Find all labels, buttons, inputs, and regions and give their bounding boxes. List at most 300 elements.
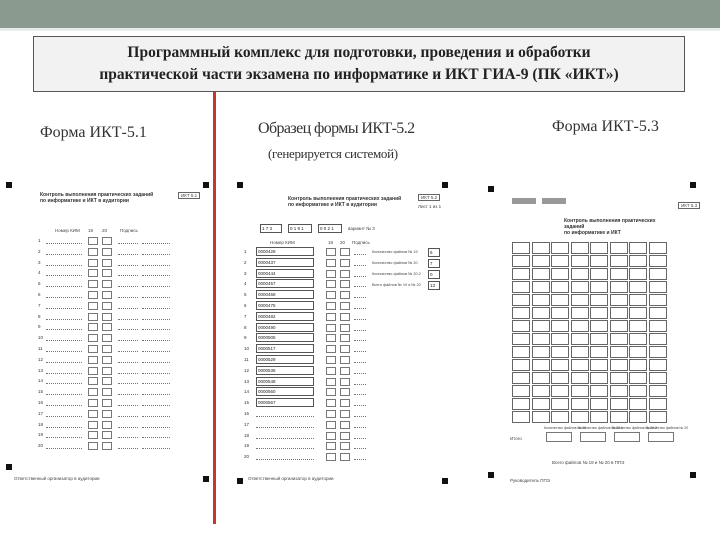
cell-19 <box>88 377 98 385</box>
form1-col-19: 19 <box>88 228 94 233</box>
grid-cell <box>512 268 530 280</box>
table-row <box>244 387 364 398</box>
cell-20 <box>340 378 350 386</box>
form3-sum-box <box>580 432 606 442</box>
corner-marker <box>203 182 209 188</box>
table-row <box>38 387 188 398</box>
cell-19 <box>326 291 336 299</box>
form3-sum-box <box>614 432 640 442</box>
grid-cell <box>629 359 647 371</box>
kim-cell <box>46 356 82 363</box>
kim-cell <box>46 269 82 276</box>
table-row <box>244 355 364 366</box>
grid-cell <box>590 398 608 410</box>
cell-20 <box>102 313 112 321</box>
grid-cell <box>532 307 550 319</box>
sign-cell <box>354 356 366 363</box>
red-separator <box>213 92 216 524</box>
kim-value: 0000548 <box>256 377 314 386</box>
kim-cell <box>46 345 82 352</box>
grid-cell <box>571 359 589 371</box>
grid-cell <box>590 320 608 332</box>
corner-marker <box>442 182 448 188</box>
table-row <box>38 290 188 301</box>
grid-cell <box>532 359 550 371</box>
row-number: 2 <box>38 248 41 254</box>
row-number: 16 <box>244 410 250 416</box>
row-number: 3 <box>244 270 247 276</box>
extra-cell <box>142 421 170 428</box>
sign-cell <box>354 345 366 352</box>
extra-cell <box>142 431 170 438</box>
form2-date: 0 0 2 1 <box>318 224 342 233</box>
cell-20 <box>340 248 350 256</box>
sign-cell <box>354 453 366 460</box>
grid-cell <box>571 307 589 319</box>
extra-cell <box>142 356 170 363</box>
row-number: 8 <box>244 324 247 330</box>
sign-cell <box>118 421 138 428</box>
table-row <box>38 398 188 409</box>
kim-cell <box>46 280 82 287</box>
row-number: 18 <box>244 432 250 438</box>
cell-19 <box>326 378 336 386</box>
grid-cell <box>649 294 667 306</box>
grid-cell <box>512 411 530 423</box>
form-label-5-3: Форма ИКТ-5.3 <box>552 118 659 135</box>
form3-grid <box>512 242 670 426</box>
form2-heading <box>288 196 418 208</box>
corner-marker <box>203 476 209 482</box>
form2-summary <box>372 248 452 292</box>
cell-19 <box>88 442 98 450</box>
cell-19 <box>88 334 98 342</box>
cell-19 <box>326 388 336 396</box>
corner-marker <box>6 464 12 470</box>
form3-total-label: Итого <box>510 436 522 441</box>
form1-col-20: 20 <box>102 228 108 233</box>
grid-cell <box>590 281 608 293</box>
grid-cell <box>532 242 550 254</box>
table-row <box>38 301 188 312</box>
corner-marker <box>690 472 696 478</box>
sign-cell <box>118 367 138 374</box>
sign-cell <box>354 388 366 395</box>
grid-cell <box>610 255 628 267</box>
cell-19 <box>326 302 336 310</box>
cell-20 <box>340 399 350 407</box>
kim-value: 0000468 <box>256 290 314 299</box>
row-number: 13 <box>38 367 44 373</box>
grid-cell <box>571 385 589 397</box>
cell-20 <box>340 442 350 450</box>
form-ikt-5-3 <box>486 180 696 490</box>
grid-cell <box>590 294 608 306</box>
table-row <box>244 312 364 323</box>
cell-20 <box>102 259 112 267</box>
row-number: 11 <box>244 356 249 362</box>
grid-cell <box>512 333 530 345</box>
cell-20 <box>340 356 350 364</box>
grid-cell <box>590 242 608 254</box>
row-number: 10 <box>244 346 250 352</box>
extra-cell <box>142 367 170 374</box>
cell-20 <box>102 323 112 331</box>
summary-label: Количество файлов № 20 <box>372 261 418 265</box>
table-row <box>38 344 188 355</box>
corner-marker <box>6 182 12 188</box>
cell-19 <box>326 280 336 288</box>
corner-marker <box>488 186 494 192</box>
row-number: 19 <box>244 443 250 449</box>
cell-20 <box>102 431 112 439</box>
grid-cell <box>512 372 530 384</box>
grid-cell <box>590 346 608 358</box>
grid-cell <box>649 411 667 423</box>
cell-20 <box>102 377 112 385</box>
cell-19 <box>326 432 336 440</box>
table-row <box>38 268 188 279</box>
corner-marker <box>237 478 243 484</box>
grid-cell <box>512 255 530 267</box>
grid-cell <box>649 307 667 319</box>
corner-marker <box>442 478 448 484</box>
grid-cell <box>629 255 647 267</box>
sign-cell <box>354 410 366 417</box>
table-row <box>38 441 188 452</box>
cell-19 <box>88 323 98 331</box>
table-row <box>38 333 188 344</box>
summary-value: 7 <box>428 259 440 268</box>
grid-cell <box>551 333 569 345</box>
form2-col-19: 19 <box>328 240 334 245</box>
row-number: 4 <box>38 270 41 276</box>
kim-cell <box>46 259 82 266</box>
table-row <box>244 269 364 280</box>
grid-cell <box>571 320 589 332</box>
grid-cell <box>590 255 608 267</box>
sign-cell <box>118 410 138 417</box>
row-number: 1 <box>38 238 41 243</box>
grid-cell <box>649 385 667 397</box>
grid-cell <box>551 255 569 267</box>
row-number: 12 <box>38 356 44 362</box>
extra-cell <box>142 410 170 417</box>
grid-cell <box>649 320 667 332</box>
grid-cell <box>629 346 647 358</box>
cell-20 <box>340 367 350 375</box>
table-row <box>38 420 188 431</box>
cell-20 <box>340 324 350 332</box>
kim-value: 0000428 <box>256 247 314 256</box>
cell-19 <box>88 291 98 299</box>
grid-cell <box>649 281 667 293</box>
grid-cell <box>629 333 647 345</box>
cell-20 <box>102 280 112 288</box>
cell-19 <box>88 259 98 267</box>
table-row <box>38 376 188 387</box>
row-number: 20 <box>244 454 250 460</box>
grid-cell <box>590 359 608 371</box>
form2-rows <box>244 247 364 463</box>
kim-value: 0000444 <box>256 269 314 278</box>
table-row <box>38 366 188 377</box>
kim-cell <box>46 302 82 309</box>
grid-cell <box>590 333 608 345</box>
row-number: 19 <box>38 432 44 438</box>
grid-cell <box>512 281 530 293</box>
corner-marker <box>690 182 696 188</box>
kim-cell <box>46 410 82 417</box>
grid-cell <box>649 255 667 267</box>
table-row <box>38 247 188 258</box>
table-row <box>38 279 188 290</box>
form3-sum-box <box>648 432 674 442</box>
grid-cell <box>610 294 628 306</box>
kim-cell <box>46 431 82 438</box>
kim-cell <box>46 323 82 330</box>
sign-cell <box>118 323 138 330</box>
form2-variant: вариант № 3 <box>348 226 375 231</box>
table-row <box>38 236 188 247</box>
grid-cell <box>571 242 589 254</box>
cell-19 <box>88 367 98 375</box>
cell-19 <box>326 345 336 353</box>
grid-cell <box>610 359 628 371</box>
sign-cell <box>118 431 138 438</box>
grid-cell <box>590 385 608 397</box>
grid-cell <box>532 346 550 358</box>
sign-cell <box>354 378 366 385</box>
row-number: 5 <box>38 281 41 287</box>
kim-value: 0000529 <box>256 355 314 364</box>
cell-19 <box>88 302 98 310</box>
grid-cell <box>551 385 569 397</box>
summary-row <box>372 281 452 292</box>
sign-cell <box>118 302 138 309</box>
sign-cell <box>118 269 138 276</box>
barcode-block <box>512 198 536 204</box>
grid-cell <box>610 281 628 293</box>
sign-cell <box>354 334 366 341</box>
form3-heading-line-1: Контроль выполнения практических заданий <box>564 218 656 230</box>
sign-cell <box>354 291 366 298</box>
table-row <box>244 301 364 312</box>
grid-cell <box>532 255 550 267</box>
kim-value: 0000490 <box>256 323 314 332</box>
grid-cell <box>532 372 550 384</box>
grid-cell <box>649 268 667 280</box>
row-number: 17 <box>244 421 250 427</box>
grid-cell <box>571 333 589 345</box>
grid-cell <box>610 307 628 319</box>
row-number: 14 <box>38 378 44 384</box>
cell-20 <box>340 259 350 267</box>
grid-cell <box>571 372 589 384</box>
kim-value: 0000457 <box>256 279 314 288</box>
row-number: 15 <box>38 389 44 395</box>
row-number: 5 <box>244 292 247 298</box>
barcode-block <box>542 198 566 204</box>
kim-cell <box>46 399 82 406</box>
table-row <box>244 279 364 290</box>
table-row <box>244 247 364 258</box>
sign-cell <box>354 432 366 439</box>
extra-cell <box>142 388 170 395</box>
grid-cell <box>610 411 628 423</box>
form-label-5-1: Форма ИКТ-5.1 <box>40 124 147 141</box>
corner-marker <box>237 182 243 188</box>
grid-cell <box>629 398 647 410</box>
form2-ppe: 1 7 3 <box>260 224 282 233</box>
grid-cell <box>551 281 569 293</box>
cell-20 <box>102 410 112 418</box>
grid-cell <box>512 385 530 397</box>
form3-sum-col-19: Количество файлов № 19 <box>544 426 587 430</box>
row-number: 1 <box>244 249 247 254</box>
cell-20 <box>340 432 350 440</box>
sign-cell <box>354 248 366 255</box>
sign-cell <box>118 313 138 320</box>
grid-cell <box>629 411 647 423</box>
grid-cell <box>649 346 667 358</box>
form3-total-line: Всего файлов № 19 и № 20 в ППЭ <box>552 460 625 465</box>
kim-cell <box>46 421 82 428</box>
table-row <box>38 322 188 333</box>
table-row <box>244 323 364 334</box>
cell-19 <box>88 269 98 277</box>
grid-cell <box>590 307 608 319</box>
cell-20 <box>102 334 112 342</box>
sign-cell <box>354 313 366 320</box>
top-banner <box>0 0 720 28</box>
row-number: 10 <box>38 335 44 341</box>
sign-cell <box>354 324 366 331</box>
grid-cell <box>512 359 530 371</box>
grid-cell <box>551 346 569 358</box>
table-row <box>244 333 364 344</box>
form-ikt-5-2 <box>230 180 455 490</box>
table-row <box>244 258 364 269</box>
row-number: 15 <box>244 400 250 406</box>
kim-cell <box>46 291 82 298</box>
kim-value: 0000482 <box>256 312 314 321</box>
extra-cell <box>142 399 170 406</box>
grid-cell <box>571 281 589 293</box>
extra-cell <box>142 280 170 287</box>
form1-footer: Ответственный организатор в аудитории <box>14 476 100 481</box>
form3-sum-col-20-1: Количество файлов № 20.1 <box>578 426 623 430</box>
table-row <box>38 258 188 269</box>
cell-20 <box>102 442 112 450</box>
extra-cell <box>142 334 170 341</box>
table-row <box>244 398 364 409</box>
cell-19 <box>88 431 98 439</box>
cell-19 <box>88 399 98 407</box>
cell-19 <box>326 421 336 429</box>
extra-cell <box>142 259 170 266</box>
cell-20 <box>102 248 112 256</box>
row-number: 14 <box>244 389 250 395</box>
kim-cell <box>46 237 82 244</box>
grid-cell <box>532 398 550 410</box>
summary-value: 6 <box>428 248 440 257</box>
grid-cell <box>551 320 569 332</box>
grid-cell <box>551 372 569 384</box>
table-row <box>38 312 188 323</box>
form1-heading <box>40 192 170 204</box>
table-row <box>244 420 364 431</box>
summary-label: Всего файлов № 19 и № 20 <box>372 283 421 287</box>
form2-heading-line-1: Контроль выполнения практических заданий <box>288 196 402 202</box>
table-row <box>244 366 364 377</box>
grid-cell <box>629 294 647 306</box>
grid-cell <box>512 242 530 254</box>
cell-19 <box>326 259 336 267</box>
summary-label: Количество файлов № 19 <box>372 250 418 254</box>
summary-value: 13 <box>428 281 440 290</box>
cell-19 <box>88 280 98 288</box>
grid-cell <box>532 333 550 345</box>
cell-20 <box>102 269 112 277</box>
table-row <box>38 409 188 420</box>
row-number: 11 <box>38 345 43 351</box>
cell-20 <box>102 388 112 396</box>
row-number: 9 <box>244 335 247 341</box>
sign-cell <box>118 291 138 298</box>
cell-20 <box>102 399 112 407</box>
cell-19 <box>326 334 336 342</box>
form1-col-sign: Подпись <box>120 228 138 233</box>
row-number: 7 <box>244 313 247 319</box>
cell-19 <box>326 324 336 332</box>
extra-cell <box>142 345 170 352</box>
grid-cell <box>649 359 667 371</box>
cell-19 <box>88 248 98 256</box>
summary-label: Количество файлов № 20.2 <box>372 272 421 276</box>
cell-19 <box>326 248 336 256</box>
form3-footer: Руководитель ППЭ <box>510 478 550 483</box>
cell-19 <box>88 356 98 364</box>
row-number: 9 <box>38 324 41 330</box>
grid-cell <box>629 268 647 280</box>
table-row <box>38 355 188 366</box>
row-number: 6 <box>244 302 247 308</box>
table-row <box>244 452 364 463</box>
extra-cell <box>142 269 170 276</box>
row-number: 7 <box>38 302 41 308</box>
form3-heading-line-2: по информатике и ИКТ <box>564 230 621 236</box>
grid-cell <box>532 281 550 293</box>
table-row <box>244 344 364 355</box>
form2-code: ИКТ 5.2 <box>418 194 440 201</box>
row-number: 12 <box>244 367 250 373</box>
cell-20 <box>340 345 350 353</box>
grid-cell <box>649 333 667 345</box>
form2-heading-line-2: по информатике и ИКТ в аудитории <box>288 202 377 208</box>
form2-sheet: Лист 1 из 1 <box>418 204 442 209</box>
sign-cell <box>354 421 366 428</box>
grid-cell <box>610 320 628 332</box>
grid-cell <box>551 242 569 254</box>
kim-cell <box>256 421 314 428</box>
cell-19 <box>326 270 336 278</box>
grid-cell <box>551 411 569 423</box>
sign-cell <box>354 280 366 287</box>
row-number: 8 <box>38 313 41 319</box>
grid-cell <box>610 268 628 280</box>
cell-20 <box>340 280 350 288</box>
